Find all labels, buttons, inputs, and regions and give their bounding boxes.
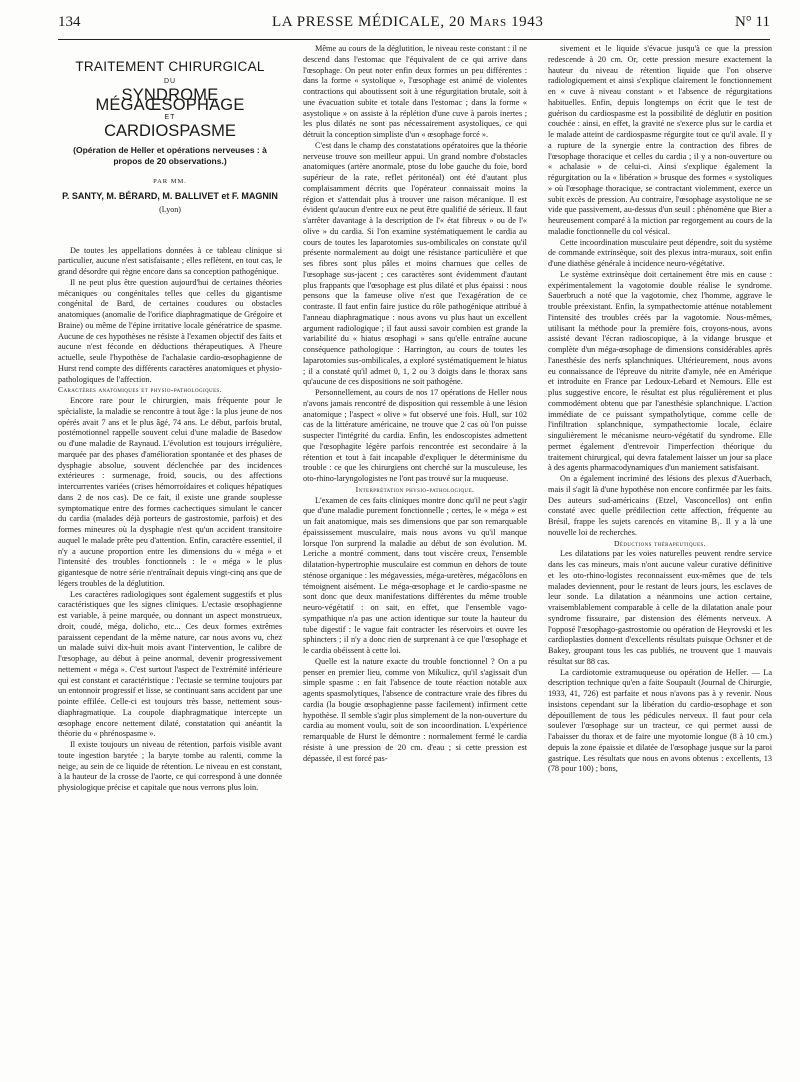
paragraph: Il existe toujours un niveau de rétention, parfois visible avant toute ingestion barytée ; la baryte tombe au ralenti, comme la neige, au sein de ce liquide de rétention. Le niveau en est constant, à la hauteur de la crosse de l'aorte, ce qui correspond à une donnée physiologique précise et capitale que nous verrons plus loin. (58, 740, 282, 792)
section-heading: Caractères anatomiques et physio-pathologiques. (58, 385, 222, 395)
journal-title (272, 14, 543, 31)
article-title-block (58, 44, 282, 216)
paragraph: L'examen de ces faits cliniques montre donc qu'il ne peut s'agir que d'une maladie purement fonctionnelle ; certes, le « méga » est un fait anatomique, mais ses dimensions que par son remarquable épaississement musculaire, mais nous avons vu qu'il manque lorsque l'on surprend la maladie au début de son évolution. M. Leriche a montré comment, dans tout viscère creux, l'ensemble dilatation-hypertrophie musculaire est commun en dehors de toute sténose organique : les mégavessies, méga-uretères, mégacôlons en témoignent aisément. Le méga-œsophage et le cardio-spasme ne sont donc que deux manifestations différentes du même trouble neuro-végétatif : on sait, en effet, que l'ensemble vago-sympathique n'a pas une action identique sur toute la hauteur du tube digestif : le vague fait contracter les réservoirs et ouvre les sphincters ; il n'y a donc rien de surprenant à ce que l'œsophage et le cardia obéissent à cette loi. (303, 495, 527, 655)
title-line-3: CARDIOSPASME (104, 121, 236, 140)
paragraph: Même au cours de la déglutition, le niveau reste constant : il ne descend dans l'estomac que l'équivalent de ce qui arrive dans l'œsophage. On peut noter enfin deux formes un peu différentes : dans la forme « systolique », l'œsophage est animé de violentes contractions qui aboutissent soit à une régurgitation brutale, soit à une évacuation subite et totale dans l'estomac ; dans la forme « asystolique » on assiste à la réplétion d'une cuve à parois inertes ; les plus dilatés ne sont pas nécessairement asystoliques, ce qui détruit la conception simpliste d'un « œsophage forcé ». (303, 44, 527, 139)
paragraph: sivement et le liquide s'évacue jusqu'à ce que la pression redescende à 20 cm. Or, cette pression mesure exactement la hauteur du niveau de rétention liquide que l'on observe radiologiquement et ainsi s'explique clairement le fonctionnement en « cuve à niveau constant » et l'absence de régurgitations habituelles. Enfin, depuis longtemps on écrit que le test de guérison du cardiospasme est la possibilité de déglutir en position couchée : ainsi, en effet, la gravité ne s'exerce plus sur le cardia et le malade atteint de cardiospasme régurgite tout ce qu'il avale. Il y a rupture de la synergie entre la contraction des fibres de l'œsophage thoracique et celles du cardia ; il y a non-ouverture ou « achalasie » de celui-ci. Ainsi s'explique également la régurgitation ou la « libération » brusque des formes « systoliques » où l'œsophage thoracique, se contractant violemment, exerce un subit excès de pression. Au contraire, l'œsophage asystolique ne se vide que passivement, au-dessus d'un seuil : phénomène que Bier a heureusement comparé à la miction par regorgement au cours de la maladie fonctionnelle du col vésical. (548, 44, 772, 236)
title-line-2: SYNDROME MÉGAŒSOPHAGE (95, 85, 245, 115)
paragraph: C'est dans le champ des constatations opératoires que la théorie nerveuse trouve son meilleur appui. Un grand nombre d'obstacles anatomiques (artère anormale, ptose du lobe gauche du foie, bord supérieur de la rate, reflet péritonéal) ont été d'autant plus complaisamment décrits que l'opérateur connaissait moins la région et s'attendait plus à trouver une raison mécanique. Il est évident qu'aucun d'entre eux ne peut être qualifié de sérieux. Il faut s'arrêter davantage à la description de l'« état fibreux » ou de l'« olive » du cardia. Si l'on examine systématiquement le cardia au cours de toutes les laparotomies sus-ombilicales on constate qu'il présente normalement au doigt une résistance particulière et que ses fibres sont plus pâles et moins charnues que celles de l'œsophage sus-jacent ; ces caractères sont évidemment d'autant plus frappants que l'œsophage est plus dilaté et plus épaissi : nous pensons que la fameuse olive n'est que l'exagération de ce contraste. Il faut enfin faire justice du rôle pathogénique attribué à l'anneau diaphragmatique : nous avons vu plus haut un excellent argument radiologique ; il faut aussi savoir combien est grande la variabilité du « hiatus œsophagi » sans qu'elle entraîne aucune conséquence pathologique : Harrington, au cours de toutes les laparotomies sus-ombilicales, a exploré systématiquement le hiatus ; il a constaté qu'il admet 0, 1, 2 ou 3 doigts dans le thorax sans qu'aucune de ces dispositions ne soit pathogène. (303, 140, 527, 387)
paragraph: Les dilatations par les voies naturelles peuvent rendre service dans les cas mineurs, mais n'ont aucune valeur curative définitive et les oto-rhino-logistes reconnaissent eux-mêmes que de tels malades deviennent, pour le restant de leurs jours, les esclaves de leur sonde. La dilatation a néanmoins une action certaine, vraisemblablement comparable à celle de la dilatation anale pour syndrome fissuraire, par distension des éléments nerveux. A l'opposé l'œsophago-gastrostomie ou opération de Heyrovski et les cardioplasties donnent d'excellents résultats puisque Ochsner et de Bakey, groupant tous les cas publiés, ne trouvent que 1 mauvais résultat sur 88 cas. (548, 549, 772, 666)
column-1 (58, 44, 282, 1074)
article-authors: P. SANTY, M. BÉRARD, M. BALLIVET et F. MAGNIN (62, 191, 278, 202)
article-subtitle: (Opération de Heller et opérations nerveuses : à propos de 20 observations.) (73, 144, 267, 166)
issue-date: 20 Mars 1943 (449, 14, 544, 30)
paragraph: De toutes les appellations données à ce tableau clinique si particulier, aucune n'est satisfaisante ; elles reflètent, en tout cas, le grand désordre qui règne encore dans sa conception pathogénique. (58, 245, 282, 276)
paragraph: Personnellement, au cours de nos 17 opérations de Heller nous n'avons jamais rencontré de disposition qui ressemble à une lésion anatomique ; l'aspect « olive » fut observé une fois. Hull, sur 102 cas de la littérature américaine, ne trouve que 2 cas où l'on puisse suspecter l'intégrité du cardia. Enfin, les endoscopistes admettent que l'œsophagite légère parfois rencontrée est secondaire à la rétention et tout à fait incapable d'expliquer le déterminisme du trouble : ce que les chirurgiens ont cherché sur la musculeuse, les oto-rhino-laryngologistes ne l'ont pas trouvé sur la muqueuse. (303, 388, 527, 483)
paragraph: Le système extrinsèque doit certainement être mis en cause : expérimentalement la vagotomie double réalise le syndrome. Sauerbruch a noté que la vagotomie, chez l'homme, aggrave le trouble préexistant. Enfin, la sympathectomie atténue notablement l'intensité des troubles créés par la vagotomie. Nous-mêmes, utilisant la méthode pour la première fois, croyons-nous, avons assisté devant l'écran radioscopique, à la vidange brusque et complète d'un méga-œsophage de dimensions considérables après l'anesthésie des nerfs splanchniques. Ultérieurement, nous avons eu connaissance de l'épreuve du nitrite d'amyle, née en Amérique et introduite en France par Ledoux-Lebard et Nemours. Elle est plus suggestive encore, le résultat est plus régulièrement et plus commodément obtenu que par l'anesthésie splanchnique. L'action immédiate de ce puissant sympatholytique, comme celle de l'infiltration splanchnique, sympathectomie locale, éclaire singulièrement le mécanisme neuro-végétatif du syndrome. Elle permet également d'entrevoir l'imperfection théorique du traitement chirurgical, qui devra fatalement laisser un jour sa place à des agents pharmacodynamiques d'un maniement satisfaisant. (548, 269, 772, 473)
paragraph: Cette incoordination musculaire peut dépendre, soit du système de commande extrinsèque, soit des plexus intra-muraux, soit enfin d'une diathèse générale à incidence neuro-végétative. (548, 237, 772, 268)
section-heading: Déductions thérapeutiques. (614, 538, 706, 548)
section-heading: Interprétation physio-pathologique. (355, 484, 475, 494)
paragraph: La cardiotomie extramuqueuse ou opération de Heller. — La description technique qu'en a faite Soupault (Journal de Chirurgie, 1933, 41, 726) est parfaite et nous n'avons pas à y revenir. Nous insistons cependant sur la libération du cardio-œsophage et son dépouillement de tous les pédicules nerveux. Il faut pour cela soulever l'œsophage sur un tracteur, ce qui permet aussi de l'abaisser du thorax et de faire une myotomie longue (8 à 10 cm.) depuis la zone épaissie et dilatée de l'œsophage jusque sur la paroi gastrique. Les résultats que nous en avons obtenus : excellents, 13 (78 pour 100) ; bons, (548, 667, 772, 774)
column-2 (303, 44, 527, 1074)
journal-name: LA PRESSE MÉDICALE, (272, 14, 445, 30)
par-mm: PAR MM. (153, 177, 187, 185)
paragraph: On a également incriminé des lésions des plexus d'Auerbach, mais il s'agit là d'une hypothèse non encore confirmée par les faits. Des auteurs sud-américains (Etzel, Vasconcellos) ont enfin constaté avec quelle prédilection cette affection, fréquente au Brésil, frappe les sujets carencés en vitamine B₁. Il y a là une nouvelle loi de recherches. (548, 474, 772, 537)
page-number: 134 (58, 14, 81, 30)
title-et: ET (164, 114, 176, 121)
column-3 (548, 44, 772, 1074)
paragraph: Il ne peut plus être question aujourd'hui de certaines théories mécaniques ou congénitales telles que celles du gigantisme congénital de Bard, de certaines coudures ou obstacles anatomiques (anomalie de l'orifice diaphragmatique de Grégoire et Braine) ou même de l'épine irritative locale génératrice de spasme. Aucune de ces hypothèses ne résiste à l'examen objectif des faits et aucune n'est féconde en déductions thérapeutiques. A l'heure actuelle, seule l'hypothèse de l'achalasie cardio-œsophagienne de Hurst rend compte des différents caractères anatomiques et physio-pathologiques de l'affection. (58, 277, 282, 384)
title-line-1: TRAITEMENT CHIRURGICAL (75, 59, 265, 74)
title-du: DU (163, 77, 177, 85)
paragraph: Encore rare pour le chirurgien, mais fréquente pour le spécialiste, la maladie se rencontre à tout âge : la plus jeune de nos opérés avait 7 ans et le plus âgé, 74 ans. Le début, parfois brutal, postémotionnel rappelle souvent celui d'une maladie de Basedow ou d'une maladie de Raynaud. L'évolution est toujours irrégulière, marquée par des phases d'amélioration spontanée et des phases de dysphagie absolue, souvent déclenchée par des incidences extérieures : surmenage, froid, soucis, ou des affections intercurrentes variées (crises hémorroïdaires et coliques hépatiques dans 2 de nos cas). De ce fait, il existe une grande souplesse symptomatique entre des formes cachectiques simulant le cancer du cardia (malades déjà porteurs de gastrostomie, parfois) et des formes mineures où la dysphagie n'est qu'un accident transitoire auquel le malade prête peu d'attention. Enfin, caractère essentiel, il n'y a aucune proportion entre les dimensions du « méga » et l'intensité des troubles fonctionnels : le « méga » le plus gigantesque de notre série n'entraînait depuis vingt-cinq ans que de légers troubles de la déglutition. (58, 396, 282, 588)
paragraph: Les caractères radiologiques sont également suggestifs et plus caractéristiques que les signes cliniques. L'ectasie œsophagienne est variable, à peine marquée, ou donnant un aspect monstrueux, droit, coudé, méga, dolicho, etc... Ces deux formes extrêmes paraissent cependant de la même nature, car nous avons vu, chez un malade suivi dix-huit mois avant l'intervention, le calibre de l'œsophage, au début à peine anormal, devenir progressivement nettement « méga ». C'est surtout l'aspect de l'extrémité inférieure qui est constant et caractéristique : l'ectasie se termine toujours par un entonnoir progressif et lisse, se continuant sans accident par une pointe effilée. Celle-ci est toujours très basse, nettement sous-diaphragmatique. La coupole diaphragmatique intercepte un œsophage encore nettement dilaté, constatation qui anéantit la théorie du « phrénospasme ». (58, 589, 282, 739)
paragraph: Quelle est la nature exacte du trouble fonctionnel ? On a pu penser en premier lieu, comme von Mikulicz, qu'il s'agissait d'un simple spasme : en fait l'absence de toute réaction notable aux agents spasmolytiques, l'absence de contracture vraie des fibres du cardia (la bougie œsophagienne passe facilement) infirment cette hypothèse. Il semble s'agir plus simplement de la non-ouverture du cardia au moment voulu, soit de son incoordination. L'expérience remarquable de Hurst le démontre : normalement fermé le cardia résiste à une pression de 20 cm. d'eau ; si cette pression est dépassée, il est forcé pas- (303, 656, 527, 763)
page-header (58, 14, 770, 40)
issue-number: N° 11 (734, 14, 770, 30)
article-location: (Lyon) (159, 204, 181, 214)
